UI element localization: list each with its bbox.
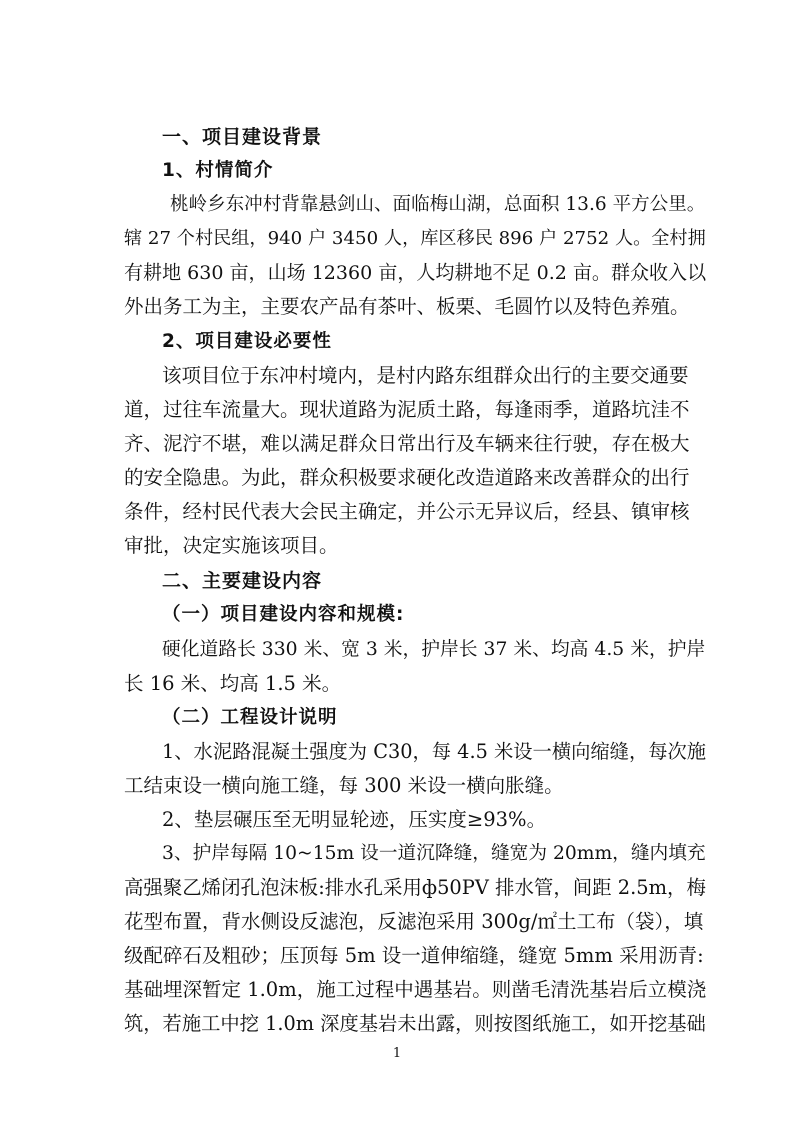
paragraph-line: 长 16 米、均高 1.5 米。 [124,672,342,695]
paragraph-line: 硬化道路长 330 米、宽 3 米，护岸长 37 米、均高 4.5 米，护岸 [162,639,706,660]
paragraph-line: 外出务工为主，主要农产品有茶叶、板栗、毛圆竹以及特色养殖。 [124,295,690,318]
paragraph-line: 3、护岸每隔 10~15m 设一道沉降缝，缝宽为 20mm，缝内填充 [162,843,706,864]
paragraph-line: 桃岭乡东冲村背靠悬剑山、面临梅山湖，总面积 13.6 平方公里。 [170,194,706,215]
paragraph-line: 工结束设一横向施工缝，每 300 米设一横向胀缝。 [124,774,564,797]
paragraph-line: 审批，决定实施该项目。 [124,534,339,557]
paragraph-line: 基础埋深暂定 1.0m，施工过程中遇基岩。则凿毛清洗基岩后立模浇 [124,978,707,1001]
paragraph-line: 该项目位于东冲村境内，是村内路东组群众出行的主要交通要 [162,364,689,387]
paragraph-line: 花型布置，背水侧设反滤泡，反滤泡采用 300g/㎡土工布（袋），填 [124,910,704,933]
subheading-scale: （一）项目建设内容和规模: [162,604,405,625]
paragraph-line: 高强聚乙烯闭孔泡沫板:排水孔采用ф50PV 排水管，间距 2.5m，梅 [124,876,706,899]
section-heading-construction: 二、主要建设内容 [162,570,323,592]
paragraph-line: 1、水泥路混凝土强度为 C30，每 4.5 米设一横向缩缝，每次施 [162,740,707,763]
section-heading-background: 一、项目建设背景 [162,126,323,148]
paragraph-line: 级配碎石及粗砂；压顶每 5m 设一道伸缩缝，缝宽 5mm 采用沥青: [124,944,704,967]
paragraph-line: 有耕地 630 亩，山场 12360 亩，人均耕地不足 0.2 亩。群众收入以 [124,262,707,284]
paragraph-line: 道，过往车流量大。现状道路为泥质土路，每逢雨季，道路坑洼不 [124,398,690,421]
paragraph-line: 齐、泥泞不堪，难以满足群众日常出行及车辆来往行驶，存在极大 [124,432,690,455]
page-number: 1 [392,1046,402,1061]
paragraph-line: 的安全隐患。为此，群众积极要求硬化改造道路来改善群众的出行 [124,466,690,489]
subheading-necessity: 2、项目建设必要性 [162,331,332,352]
paragraph-line: 辖 27 个村民组，940 户 3450 人，库区移民 896 户 2752 人。全村拥 [124,228,706,249]
paragraph-line: 条件，经村民代表大会民主确定，并公示无异议后，经县、镇审核 [124,500,690,523]
subheading-design: （二）工程设计说明 [162,707,338,728]
paragraph-line: 2、垫层碾压至无明显轮迹，压实度≥93%。 [162,808,547,831]
subheading-village-profile: 1、村情简介 [162,160,274,181]
paragraph-line: 筑，若施工中挖 1.0m 深度基岩未出露，则按图纸施工，如开挖基础 [124,1012,706,1035]
